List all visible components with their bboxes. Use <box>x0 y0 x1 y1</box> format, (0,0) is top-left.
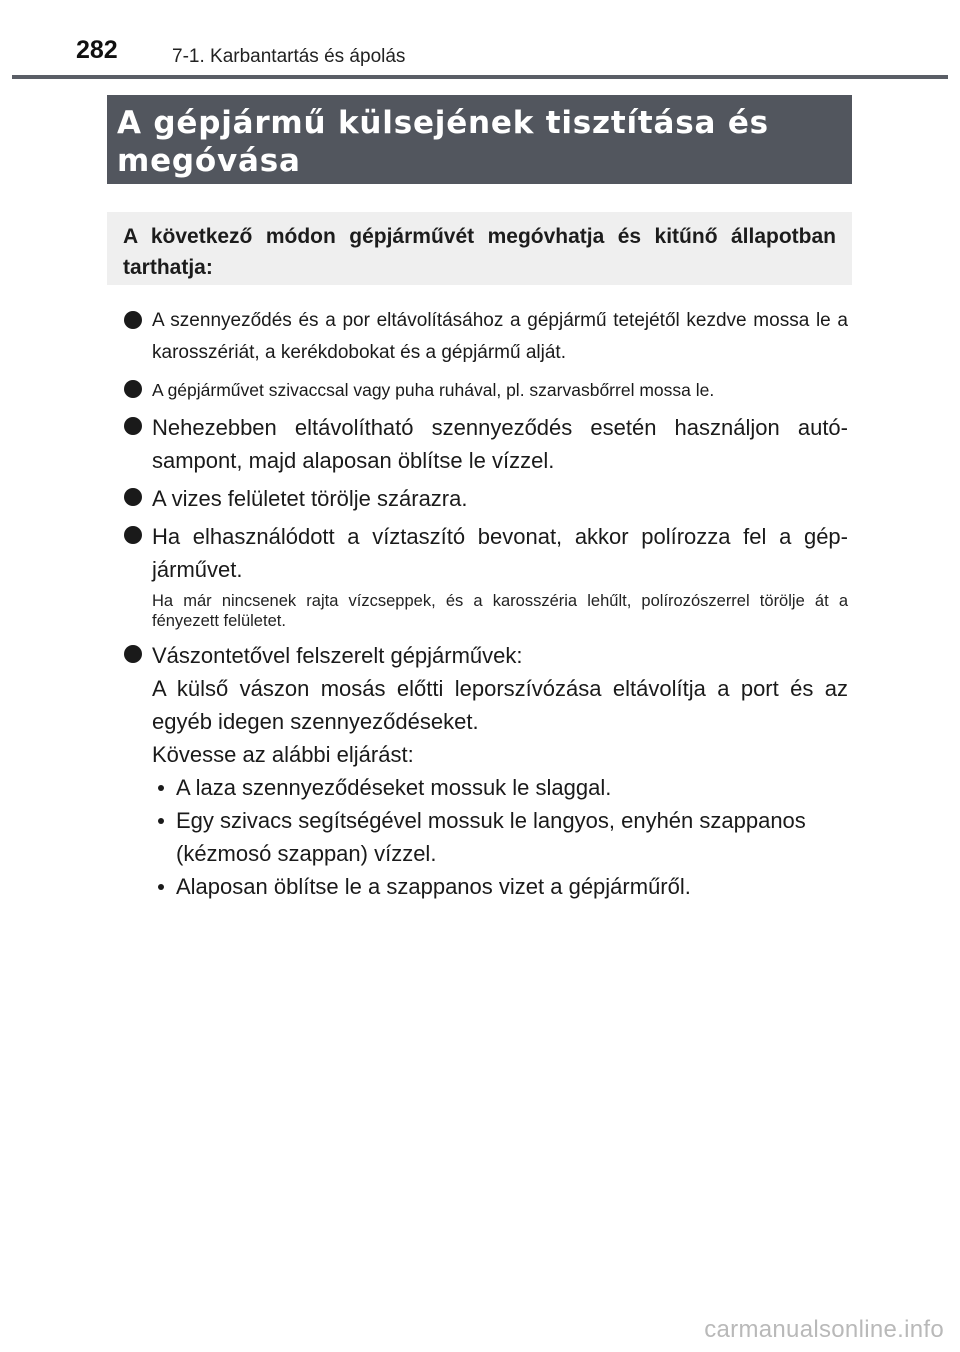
dot-icon <box>158 884 164 890</box>
procedure-steps <box>152 771 848 903</box>
procedure-step <box>152 804 848 870</box>
watermark: carmanualsonline.info <box>704 1316 944 1343</box>
header-rule <box>12 75 948 79</box>
title-banner <box>107 95 852 184</box>
page-title <box>117 104 842 180</box>
content <box>124 305 848 903</box>
list-item-text: Nehezebben eltávolítható szennyeződés esetén használjon autósampont, majd alaposan öblítse le vízzel. <box>152 415 848 473</box>
bullet-icon <box>124 488 142 506</box>
dot-icon <box>158 785 164 791</box>
list-item-text: Ha elhasználódott a víztaszító bevonat, akkor polírozza fel a gépjárművet. <box>152 524 848 582</box>
list-item <box>124 411 848 477</box>
procedure-label: Kövesse az alábbi eljárást: <box>152 742 414 767</box>
list-item <box>124 520 848 586</box>
list-item-softtop <box>124 639 848 903</box>
procedure-step-text: A laza szennyeződéseket mossuk le slaggal. <box>176 775 612 800</box>
list-item <box>124 482 848 515</box>
list-item <box>124 305 848 369</box>
page-title-line1: A gépjármű külsejének tisztítása és <box>117 105 769 141</box>
intro-text: A következő módon gépjárművét megóvhatja és kitűnő állapotban tarthatja: <box>123 225 836 279</box>
bullet-icon <box>124 526 142 544</box>
procedure-step <box>152 870 848 903</box>
softtop-paragraph: A külső vászon mosás előtti leporszívózása eltávolítja a port és az egyéb idegen szennyeződéseket. <box>152 676 848 734</box>
bullet-icon <box>124 380 142 398</box>
page-title-line2: megóvása <box>117 143 301 179</box>
page-number: 282 <box>76 36 118 64</box>
dot-icon <box>158 818 164 824</box>
list-item-text: A vizes felületet törölje szárazra. <box>152 486 468 511</box>
procedure-step <box>152 771 848 804</box>
intro-box <box>107 212 852 285</box>
polish-note: Ha már nincsenek rajta vízcseppek, és a karosszéria lehűlt, polírozószerrel törölje át a fényezett felületet. <box>152 592 848 630</box>
list-item <box>124 374 848 406</box>
list-item-text: A szennyeződés és a por eltávolításához a gépjármű tetejétől kezdve mossa le a karosszériát, a kerékdobokat és a gépjármű alját. <box>152 310 848 363</box>
list-item-text: A gépjárművet szivaccsal vagy puha ruhával, pl. szarvasbőrrel mossa le. <box>152 380 715 400</box>
section-title: 7-1. Karbantartás és ápolás <box>172 46 406 67</box>
bullet-icon <box>124 311 142 329</box>
bullet-icon <box>124 645 142 663</box>
softtop-heading: Vászontetővel felszerelt gépjárművek: <box>152 643 523 668</box>
procedure-step-text: Egy szivacs segítségével mossuk le langyos, enyhén szappanos (kézmosó szappan) vízzel. <box>176 808 806 866</box>
procedure-step-text: Alaposan öblítse le a szappanos vizet a gépjárműről. <box>176 874 691 899</box>
bullet-icon <box>124 417 142 435</box>
